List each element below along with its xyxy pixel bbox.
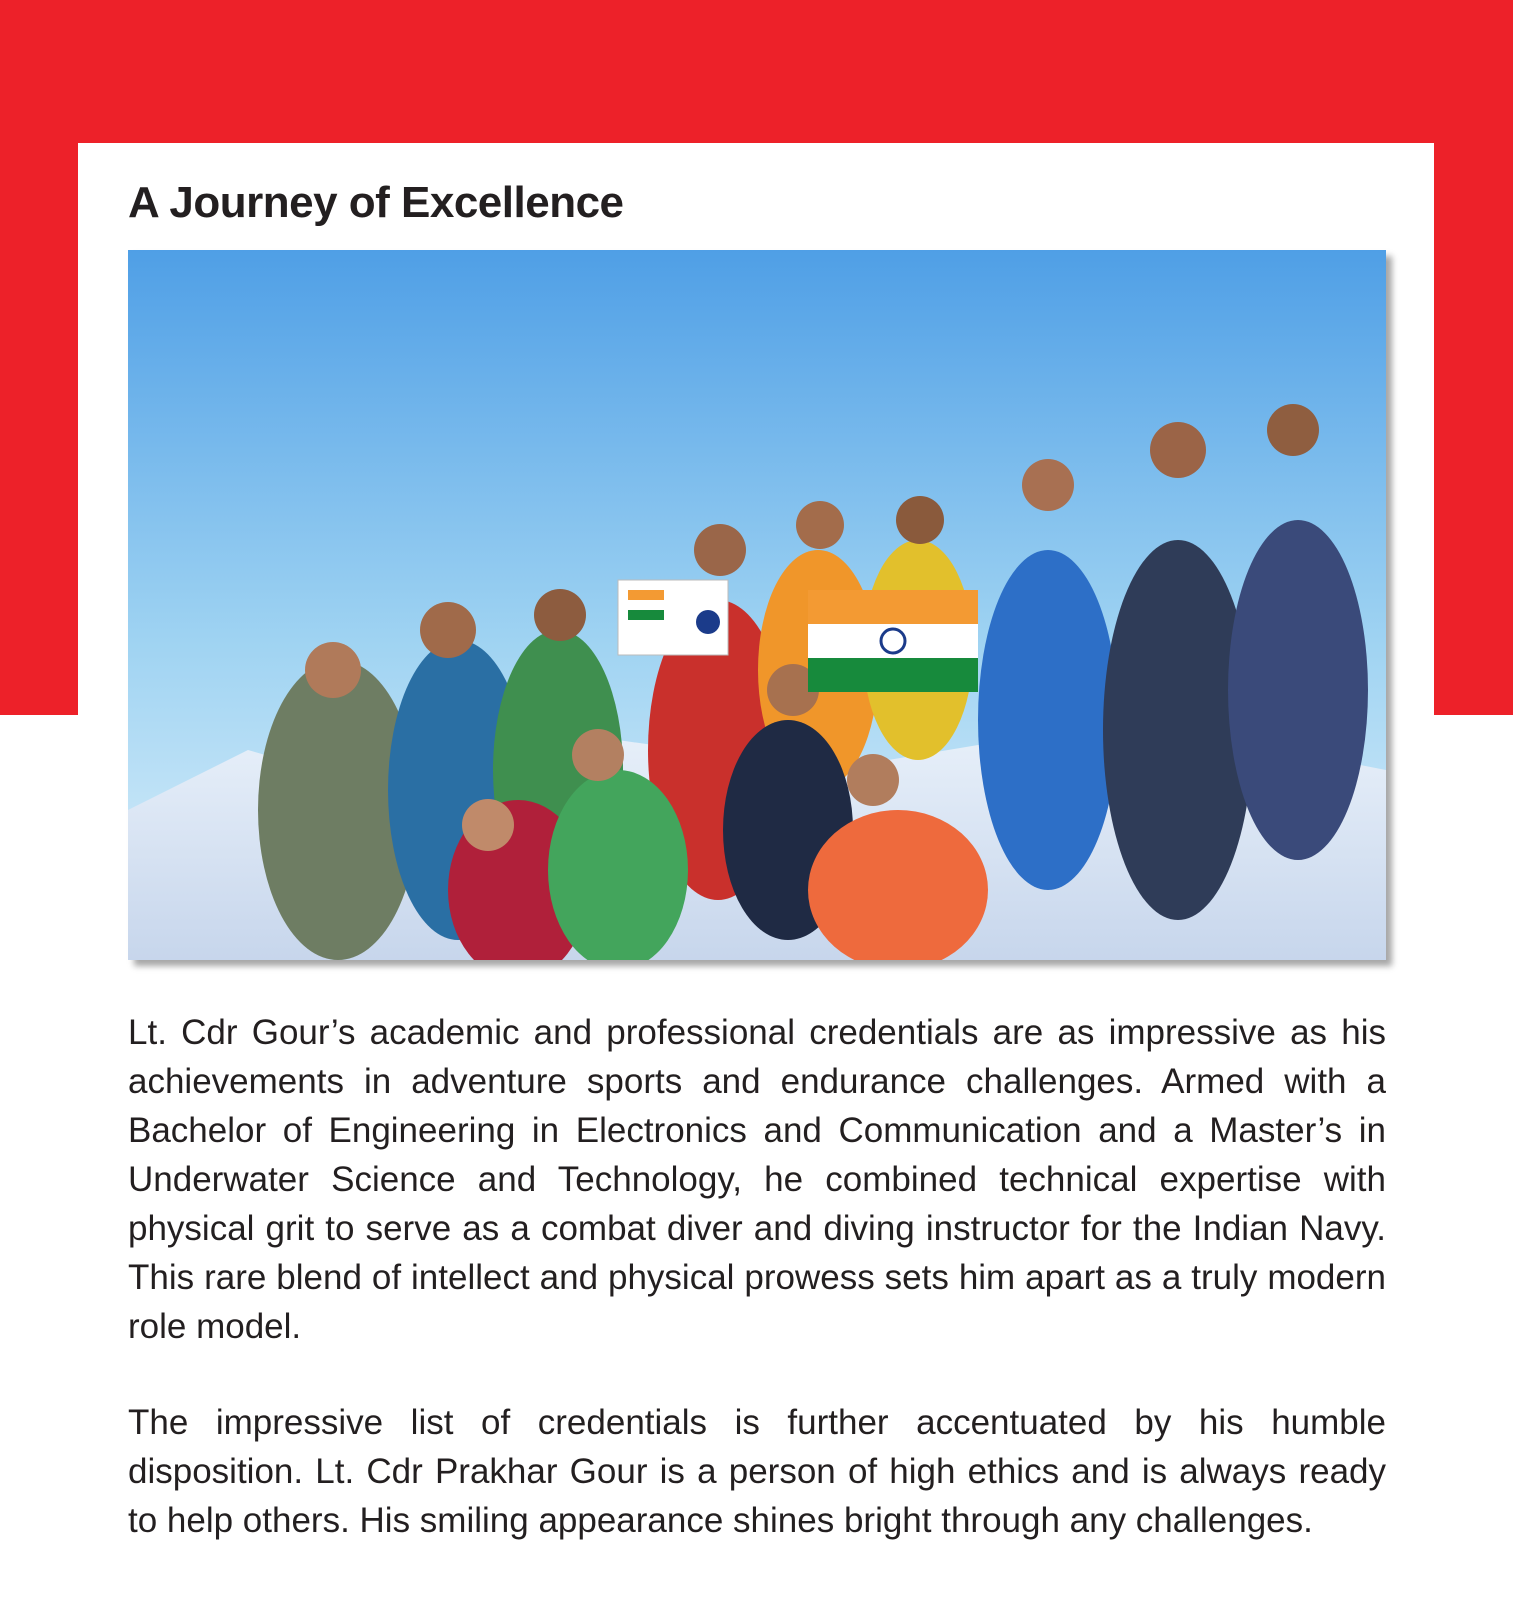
- body-paragraph-2: The impressive list of credentials is further accentuated by his humble disposition. Lt. Cdr Prakhar Gour is a person of high ethics and is always ready to help others. His smiling appearance shines bright through any challenges.: [128, 1403, 1386, 1540]
- summit-group-photo: [128, 250, 1386, 960]
- navy-flag-icon: [618, 580, 728, 655]
- page-title: A Journey of Excellence: [128, 178, 624, 227]
- flag-icon: [808, 590, 978, 692]
- body-paragraph-1: Lt. Cdr Gour’s academic and professional credentials are as impressive as his achievements in adventure sports and endurance challenges. Armed with a Bachelor of Engineering in Electronics and Communication and a Master’s in Underwater Science and Technology, he combined technical expertise with physical grit to serve as a combat diver and diving instructor for the Indian Navy. This rare blend of intellect and physical prowess sets him apart as a truly modern role model.: [128, 1013, 1386, 1346]
